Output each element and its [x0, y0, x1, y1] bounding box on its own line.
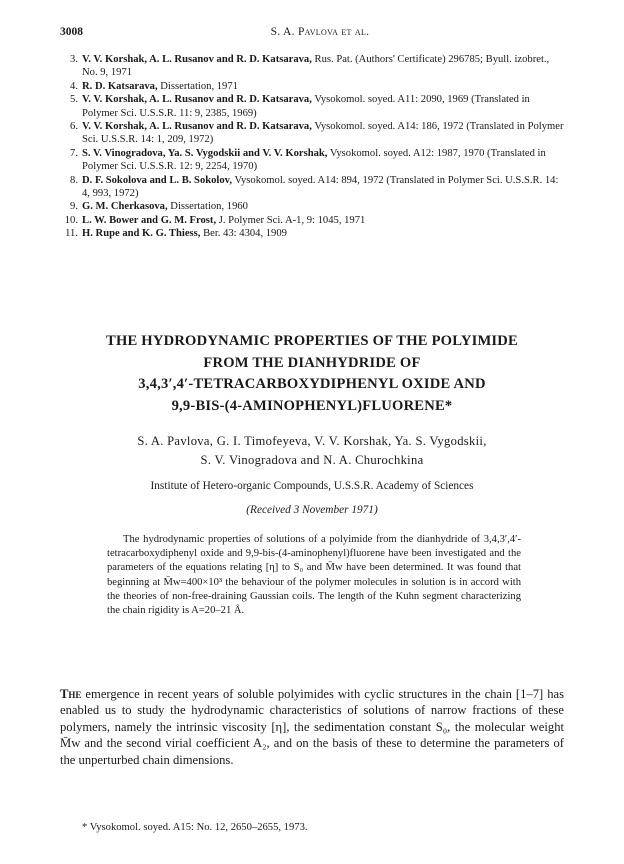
- reference-item: [62, 174, 566, 201]
- reference-list: [62, 53, 566, 241]
- reference-authors: V. V. Korshak, A. L. Rusanov and R. D. Katsarava,: [82, 121, 312, 133]
- reference-number: 8.: [70, 174, 78, 186]
- running-author: S. A. Pavlova et al.: [270, 26, 370, 38]
- reference-authors: R. D. Katsarava,: [82, 80, 158, 92]
- reference-source: Vysokomol. soyed. A12: 1987, 1970 (Translated in Polymer Sci. U.S.S.R. 12: 9, 2254, 1970): [82, 147, 546, 173]
- title-line: FROM THE DIANHYDRIDE OF: [203, 354, 421, 371]
- reference-number: 11.: [65, 228, 78, 240]
- reference-item: [62, 120, 566, 147]
- reference-source: Ber. 43: 4304, 1909: [200, 228, 287, 240]
- reference-number: 3.: [70, 54, 78, 65]
- reference-number: 6.: [70, 121, 78, 133]
- reference-authors: V. V. Korshak, A. L. Rusanov and R. D. Katsarava,: [82, 54, 312, 65]
- reference-item: [62, 214, 566, 227]
- body-lead-word: The: [60, 687, 82, 701]
- reference-authors: G. M. Cherkasova,: [82, 201, 168, 213]
- reference-item: [62, 53, 566, 80]
- reference-item: [62, 227, 566, 240]
- reference-item: [62, 200, 566, 213]
- abstract: The hydrodynamic properties of solutions of a polyimide from the dianhydride of 3,4,3′,4′-tetracarboxydiphenyl oxide and 9,9-bis-(4-aminophenyl)fluorene have been investigated and the parameters of the equations relating [η] to S₀ and M̄w have been determined. It was found that beginning at M̄w=400×10³ the behaviour of the polymer molecules in solution is in accord with the theories of non-free-draining Gaussian coils. The length of the Kuhn segment characterizing the chain rigidity is A=20–21 Å.: [107, 534, 521, 617]
- title-line: THE HYDRODYNAMIC PROPERTIES OF THE POLYIMIDE: [106, 333, 518, 349]
- article-authors: [40, 432, 584, 469]
- running-head: [60, 26, 580, 42]
- reference-source: Vysokomol. soyed. A14: 894, 1972 (Translated in Polymer Sci. U.S.S.R. 14: 4, 993, 1972): [82, 174, 559, 200]
- reference-item: [62, 80, 566, 93]
- reference-authors: H. Rupe and K. G. Thiess,: [82, 228, 201, 240]
- body-paragraph: [60, 686, 564, 768]
- title-line: 9,9-BIS-(4-AMINOPHENYL)FLUORENE*: [171, 397, 453, 414]
- authors-line: S. A. Pavlova, G. I. Timofeyeva, V. V. Korshak, Ya. S. Vygodskii,: [137, 434, 487, 448]
- reference-item: [62, 147, 566, 174]
- reference-source: Vysokomol. soyed. A14: 186, 1972 (Translated in Polymer Sci. U.S.S.R. 14: 1, 209, 1972): [82, 121, 564, 146]
- reference-number: 5.: [70, 94, 78, 106]
- reference-authors: S. V. Vinogradova, Ya. S. Vygodskii and V. V. Korshak,: [82, 147, 328, 159]
- reference-authors: L. W. Bower and G. M. Frost,: [82, 214, 217, 226]
- page-number: 3008: [60, 26, 83, 38]
- reference-authors: D. F. Sokolova and L. B. Sokolov,: [82, 174, 233, 186]
- body-text: emergence in recent years of soluble polyimides with cyclic structures in the chain [1–7] has enabled us to study the hydrodynamic characteristics of solutions of narrow fractions of these polymers, namely the intrinsic viscosity [η], the sedimentation constant S₀, the molecular weight M̄w and the second virial coefficient A₂, and on the basis of these to determine the parameters of the unperturbed chain dimensions.: [60, 687, 564, 767]
- reference-number: 7.: [70, 147, 78, 159]
- reference-source: Rus. Pat. (Authors' Certificate) 296785; Byull. izobret., No. 9, 1971: [82, 54, 550, 79]
- title-line: 3,4,3′,4′-TETRACARBOXYDIPHENYL OXIDE AND: [138, 376, 486, 392]
- reference-source: J. Polymer Sci. A-1, 9: 1045, 1971: [216, 214, 366, 226]
- reference-number: 9.: [70, 201, 78, 213]
- reference-authors: V. V. Korshak, A. L. Rusanov and R. D. Katsarava,: [82, 94, 312, 106]
- footnote: * Vysokomol. soyed. A15: No. 12, 2650–2655, 1973.: [82, 822, 308, 833]
- article-title: [40, 331, 584, 417]
- authors-line: S. V. Vinogradova and N. A. Churochkina: [200, 452, 424, 467]
- reference-number: 4.: [70, 80, 78, 92]
- reference-source: Vysokomol. soyed. A11: 2090, 1969 (Translated in Polymer Sci. U.S.S.R. 11: 9, 2385, 1969): [82, 94, 530, 119]
- affiliation: Institute of Hetero-organic Compounds, U.S.S.R. Academy of Sciences: [150, 480, 474, 492]
- reference-item: [62, 93, 566, 120]
- reference-source: Dissertation, 1960: [167, 201, 248, 213]
- reference-number: 10.: [64, 214, 78, 226]
- received-date: (Received 3 November 1971): [246, 504, 378, 516]
- reference-source: Dissertation, 1971: [157, 80, 238, 92]
